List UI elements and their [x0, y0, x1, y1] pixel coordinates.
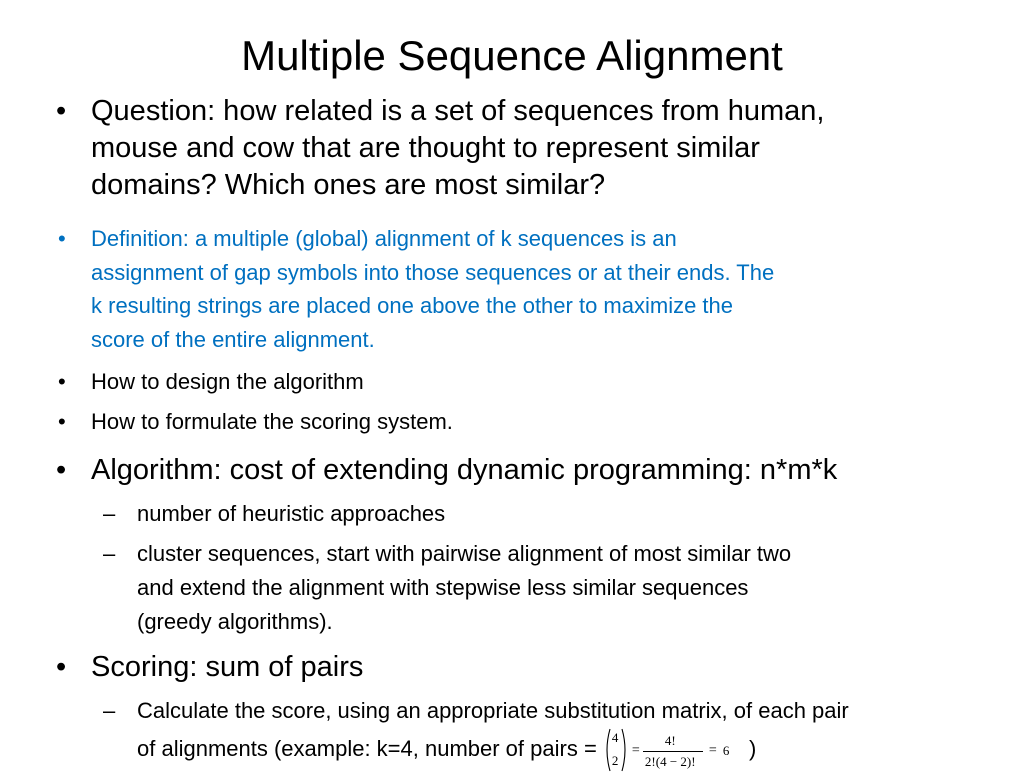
- bullet-line: How to formulate the scoring system.: [91, 409, 453, 434]
- sub-bullet-line: (greedy algorithms).: [137, 609, 333, 634]
- binomial-formula: [603, 728, 743, 774]
- bullet-line: domains? Which ones are most similar?: [91, 169, 606, 201]
- bullet-marker: •: [58, 409, 66, 434]
- bullet-line: How to design the algorithm: [91, 369, 364, 394]
- bullet-line: Question: how related is a set of sequences from human,: [91, 95, 825, 127]
- bullet-marker: •: [58, 226, 66, 251]
- sub-bullet-line: Calculate the score, using an appropriate substitution matrix, of each pair: [137, 698, 849, 723]
- sub-bullet-line: and extend the alignment with stepwise less similar sequences: [137, 575, 749, 600]
- bullet-line: assignment of gap symbols into those sequences or at their ends. The: [91, 259, 775, 285]
- equals-sign: =: [708, 743, 717, 758]
- closing-paren: ): [749, 736, 757, 761]
- sub-bullet-marker: –: [103, 698, 116, 723]
- bullet-marker: •: [58, 369, 66, 394]
- sub-bullet-cluster: [103, 537, 792, 639]
- bullet-line: Scoring: sum of pairs: [91, 651, 364, 683]
- right-paren: [621, 728, 629, 772]
- bullet-question: [56, 93, 825, 204]
- sub-bullet-marker: –: [103, 541, 116, 566]
- sub-bullet-line: cluster sequences, start with pairwise alignment of most similar two: [137, 541, 792, 566]
- bullet-line: Definition: a multiple (global) alignment of k sequences is an: [91, 226, 677, 251]
- formula-result: 6: [722, 743, 730, 758]
- sub-bullet-line: number of heuristic approaches: [137, 501, 446, 526]
- binomial-bottom: 2: [611, 753, 619, 768]
- slide-title: Multiple Sequence Alignment: [241, 32, 783, 79]
- bullet-marker: •: [56, 95, 67, 127]
- bullet-design: [58, 365, 364, 399]
- sub-bullet-line-with-formula: [137, 728, 849, 774]
- binomial-top: 4: [611, 730, 619, 745]
- sub-bullet-line: of alignments (example: k=4, number of pairs =: [137, 736, 603, 761]
- bullet-scoring: [56, 649, 364, 686]
- bullet-marker: •: [56, 454, 67, 486]
- sub-bullet-marker: –: [103, 501, 116, 526]
- bullet-line: score of the entire alignment.: [91, 326, 375, 352]
- bullet-definition: [58, 222, 775, 356]
- bullet-line: Algorithm: cost of extending dynamic programming: n*m*k: [91, 454, 838, 486]
- bullet-line: k resulting strings are placed one above the other to maximize the: [91, 293, 734, 318]
- sub-bullet-calculate: [103, 694, 849, 774]
- fraction-numerator: 4!: [664, 733, 676, 748]
- bullet-marker: •: [56, 651, 67, 683]
- fraction-bar: [643, 751, 703, 752]
- bullet-line: mouse and cow that are thought to represent similar: [91, 132, 760, 164]
- sub-bullet-heuristics: [103, 497, 446, 531]
- equals-sign: =: [631, 743, 640, 758]
- bullet-algorithm: [56, 452, 838, 489]
- left-paren: [603, 728, 611, 772]
- bullet-scoring-system: [58, 405, 453, 439]
- fraction-denominator: 2!(4 − 2)!: [644, 754, 696, 769]
